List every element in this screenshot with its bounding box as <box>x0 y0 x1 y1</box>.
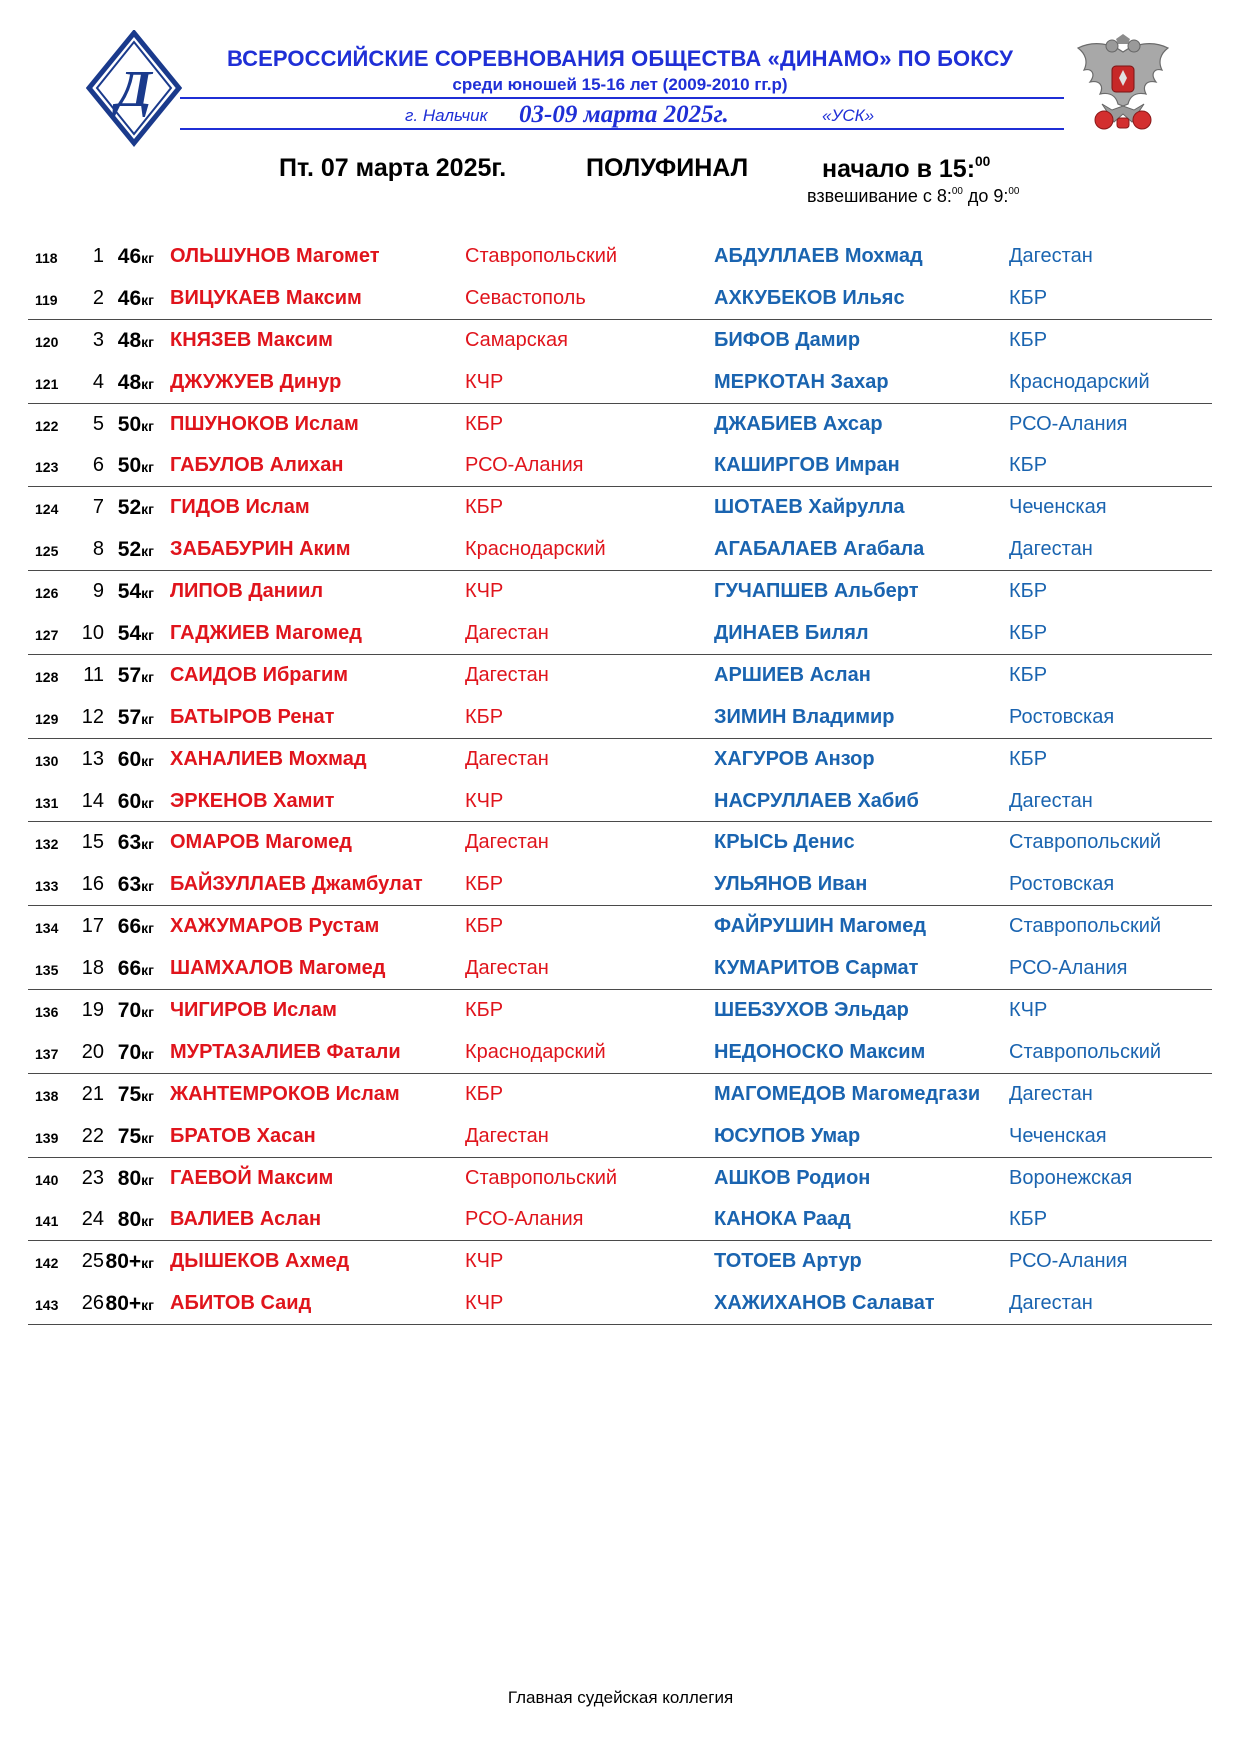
header-divider-lower <box>180 128 1064 130</box>
weight-class: 70кг <box>117 1040 154 1064</box>
pair-number: 13 <box>81 747 104 770</box>
red-corner-region: КЧР <box>465 1250 504 1273</box>
red-corner-name: ВИЦУКАЕВ Максим <box>170 286 362 309</box>
header-divider <box>180 97 1064 99</box>
table-row <box>28 1158 1212 1200</box>
weigh-in-time: взвешивание с 8:$^{00}$ до 9:$^{00}$ <box>807 186 1020 206</box>
session-stage: ПОЛУФИНАЛ <box>586 154 749 182</box>
blue-corner-name: ФАЙРУШИН Магомед <box>714 915 927 938</box>
blue-corner-name: АРШИЕВ Аслан <box>714 663 871 686</box>
red-corner-name: БАТЫРОВ Ренат <box>170 705 335 728</box>
red-corner-region: Краснодарский <box>465 538 606 561</box>
bout-number: 131 <box>35 794 59 811</box>
weight-class: 57кг <box>117 705 154 729</box>
pair-number: 23 <box>81 1166 104 1189</box>
blue-corner-region: Ростовская <box>1009 873 1115 896</box>
bout-number: 119 <box>35 291 58 308</box>
bout-schedule-table <box>28 236 1212 1325</box>
blue-corner-name: ЗИМИН Владимир <box>714 705 895 728</box>
blue-corner-name: НЕДОНОСКО Максим <box>714 1040 926 1063</box>
weight-class: 54кг <box>117 622 154 646</box>
weight-class: 66кг <box>117 957 154 981</box>
red-corner-region: КБР <box>465 915 504 938</box>
table-row <box>28 655 1212 697</box>
bout-number: 130 <box>35 752 59 769</box>
weight-class: 63кг <box>117 873 154 897</box>
table-row <box>28 864 1212 906</box>
blue-corner-region: Дагестан <box>1009 245 1093 267</box>
red-corner-region: Самарская <box>465 328 568 351</box>
blue-corner-region: РСО-Алания <box>1009 412 1128 435</box>
pair-number: 22 <box>81 1124 104 1147</box>
red-corner-region: КБР <box>465 873 504 896</box>
table-row <box>28 362 1212 404</box>
weight-class: 48кг <box>117 370 154 394</box>
bout-number: 136 <box>35 1004 59 1021</box>
red-corner-name: ГАДЖИЕВ Магомед <box>170 622 362 645</box>
event-title: ВСЕРОССИЙСКИЕ СОРЕВНОВАНИЯ ОБЩЕСТВА «ДИНАМО» ПО БОКСУ <box>227 46 1013 71</box>
session-day: Пт. 07 марта 2025г. <box>279 154 507 182</box>
blue-corner-name: АБДУЛЛАЕВ Мохмад <box>714 245 923 267</box>
red-corner-name: ГАЕВОЙ Максим <box>170 1166 334 1189</box>
pair-number: 3 <box>92 328 104 351</box>
blue-corner-name: КРЫСЬ Денис <box>714 831 855 854</box>
red-corner-region: Дагестан <box>465 1124 549 1147</box>
red-corner-name: ГИДОВ Ислам <box>170 496 310 519</box>
pair-number: 15 <box>81 831 104 854</box>
pair-number: 8 <box>92 538 104 561</box>
bout-number: 137 <box>35 1045 59 1062</box>
red-corner-name: ЛИПОВ Даниил <box>170 580 324 603</box>
table-row <box>28 739 1212 781</box>
blue-corner-region: Воронежская <box>1009 1166 1133 1189</box>
blue-corner-region: КЧР <box>1009 999 1048 1022</box>
table-row <box>28 906 1212 948</box>
red-corner-region: КЧР <box>465 370 504 393</box>
red-corner-name: АБИТОВ Саид <box>170 1292 312 1315</box>
red-corner-region: Дагестан <box>465 747 549 770</box>
blue-corner-name: НАСРУЛЛАЕВ Хабиб <box>714 789 919 812</box>
weight-class: 46кг <box>117 286 154 310</box>
blue-corner-name: АХКУБЕКОВ Ильяс <box>714 286 905 309</box>
red-corner-region: КЧР <box>465 580 504 603</box>
red-corner-region: Дагестан <box>465 957 549 980</box>
bout-number: 124 <box>35 501 59 518</box>
session-start-time: начало в 15:$^{00}$ <box>822 154 991 183</box>
weight-class: 75кг <box>117 1082 154 1106</box>
weight-class: 80кг <box>117 1166 154 1190</box>
blue-corner-region: КБР <box>1009 747 1048 770</box>
pair-number: 10 <box>81 622 104 645</box>
red-corner-name: БРАТОВ Хасан <box>170 1124 316 1147</box>
bout-number: 125 <box>35 543 59 560</box>
blue-corner-region: РСО-Алания <box>1009 957 1128 980</box>
red-corner-name: ЖАНТЕМРОКОВ Ислам <box>170 1082 400 1105</box>
blue-corner-region: КБР <box>1009 286 1048 309</box>
red-corner-name: ДЫШЕКОВ Ахмед <box>170 1250 350 1273</box>
red-corner-name: ОМАРОВ Магомед <box>170 831 352 854</box>
pair-number: 20 <box>81 1040 104 1063</box>
weight-class: 75кг <box>117 1124 154 1148</box>
bout-number: 120 <box>35 333 59 350</box>
bout-number: 141 <box>35 1213 59 1230</box>
bout-number: 132 <box>35 836 59 853</box>
red-corner-name: ПШУНОКОВ Ислам <box>170 412 359 435</box>
blue-corner-name: АГАБАЛАЕВ Агабала <box>714 538 925 561</box>
blue-corner-region: КБР <box>1009 622 1048 645</box>
table-row <box>28 1241 1212 1283</box>
pair-number: 7 <box>92 496 104 519</box>
blue-corner-name: ШОТАЕВ Хайрулла <box>714 496 905 519</box>
blue-corner-region: КБР <box>1009 328 1048 351</box>
weight-class: 57кг <box>117 663 154 687</box>
blue-corner-region: Ростовская <box>1009 705 1115 728</box>
red-corner-region: КЧР <box>465 1292 504 1315</box>
blue-corner-region: Краснодарский <box>1009 370 1150 393</box>
blue-corner-region: Чеченская <box>1009 496 1107 519</box>
event-venue: «УСК» <box>822 106 875 125</box>
pair-number: 21 <box>81 1082 104 1105</box>
blue-corner-region: КБР <box>1009 1208 1048 1231</box>
table-row <box>28 320 1212 362</box>
russian-eagle-emblem-icon <box>1072 34 1174 134</box>
pair-number: 25 <box>81 1250 104 1273</box>
blue-corner-region: Ставропольский <box>1009 915 1162 938</box>
red-corner-region: Дагестан <box>465 622 549 645</box>
red-corner-name: БАЙЗУЛЛАЕВ Джамбулат <box>170 873 423 896</box>
red-corner-name: ХАЖУМАРОВ Рустам <box>170 915 380 938</box>
table-row <box>28 404 1212 446</box>
bout-number: 121 <box>35 375 59 392</box>
weight-class: 66кг <box>117 915 154 939</box>
red-corner-region: Краснодарский <box>465 1040 606 1063</box>
red-corner-name: КНЯЗЕВ Максим <box>170 328 333 351</box>
table-row <box>28 990 1212 1032</box>
blue-corner-name: ТОТОЕВ Артур <box>714 1250 862 1273</box>
weight-class: 70кг <box>117 999 154 1023</box>
pair-number: 6 <box>92 454 104 477</box>
pair-number: 26 <box>81 1292 104 1315</box>
pair-number: 1 <box>92 245 104 267</box>
blue-corner-region: Ставропольский <box>1009 831 1162 854</box>
blue-corner-region: Ставропольский <box>1009 1040 1162 1063</box>
pair-number: 11 <box>83 663 104 686</box>
table-row <box>28 948 1212 990</box>
blue-corner-region: Чеченская <box>1009 1124 1107 1147</box>
red-corner-name: ЭРКЕНОВ Хамит <box>170 789 335 812</box>
blue-corner-name: ДЖАБИЕВ Ахсар <box>714 412 883 435</box>
table-row <box>28 781 1212 823</box>
red-corner-region: КБР <box>465 412 504 435</box>
bout-number: 118 <box>35 250 58 266</box>
event-subtitle: среди юношей 15-16 лет (2009-2010 гг.р) <box>452 75 788 94</box>
bout-number: 143 <box>35 1297 59 1314</box>
weight-class: 48кг <box>117 328 154 352</box>
blue-corner-name: ХАГУРОВ Анзор <box>714 747 875 770</box>
red-corner-region: Севастополь <box>465 286 586 309</box>
table-row <box>28 278 1212 320</box>
red-corner-name: ЧИГИРОВ Ислам <box>170 999 337 1022</box>
red-corner-region: КБР <box>465 705 504 728</box>
bout-number: 134 <box>35 920 59 937</box>
weight-class: 80+кг <box>105 1250 154 1274</box>
red-corner-region: Дагестан <box>465 663 549 686</box>
bout-number: 140 <box>35 1171 59 1188</box>
event-dates: 03-09 марта 2025г. <box>519 101 729 128</box>
red-corner-name: ШАМХАЛОВ Магомед <box>170 957 386 980</box>
pair-number: 24 <box>81 1208 104 1231</box>
red-corner-region: КБР <box>465 999 504 1022</box>
blue-corner-name: КАНОКА Раад <box>714 1208 851 1231</box>
red-corner-name: ХАНАЛИЕВ Мохмад <box>170 747 367 770</box>
table-row <box>28 822 1212 864</box>
bout-number: 139 <box>35 1129 59 1146</box>
bout-number: 138 <box>35 1087 59 1104</box>
table-row <box>28 613 1212 655</box>
red-corner-name: ВАЛИЕВ Аслан <box>170 1208 322 1231</box>
red-corner-region: КБР <box>465 1082 504 1105</box>
red-corner-region: Дагестан <box>465 831 549 854</box>
bout-number: 127 <box>35 627 59 644</box>
blue-corner-name: КУМАРИТОВ Сармат <box>714 957 919 980</box>
blue-corner-name: АШКОВ Родион <box>714 1166 871 1189</box>
pair-number: 4 <box>92 370 104 393</box>
red-corner-name: МУРТАЗАЛИЕВ Фатали <box>170 1040 401 1063</box>
blue-corner-region: Дагестан <box>1009 1292 1093 1315</box>
bout-number: 128 <box>35 668 59 685</box>
table-row <box>28 1199 1212 1241</box>
table-row <box>28 697 1212 739</box>
pair-number: 12 <box>81 705 104 728</box>
table-row <box>28 1032 1212 1074</box>
red-corner-name: ГАБУЛОВ Алихан <box>170 454 344 477</box>
event-city: г. Нальчик <box>405 106 488 125</box>
table-row <box>28 236 1212 278</box>
bout-number: 129 <box>35 710 59 727</box>
dynamo-logo-icon <box>86 30 182 150</box>
blue-corner-name: ШЕБЗУХОВ Эльдар <box>714 999 909 1022</box>
blue-corner-region: КБР <box>1009 580 1048 603</box>
table-row <box>28 445 1212 487</box>
table-row <box>28 1074 1212 1116</box>
weight-class: 50кг <box>117 454 154 478</box>
red-corner-region: КЧР <box>465 789 504 812</box>
red-corner-region: Ставропольский <box>465 1166 618 1189</box>
table-row <box>28 529 1212 571</box>
blue-corner-name: МАГОМЕДОВ Магомедгази <box>714 1082 981 1105</box>
bout-number: 123 <box>35 459 59 476</box>
weight-class: 46кг <box>117 245 154 268</box>
footer-signature: Главная судейская коллегия <box>507 1688 734 1707</box>
blue-corner-name: МЕРКОТАН Захар <box>714 370 889 393</box>
weight-class: 80+кг <box>105 1292 154 1316</box>
bout-number: 142 <box>35 1255 59 1272</box>
bout-number: 122 <box>35 417 59 434</box>
blue-corner-region: КБР <box>1009 663 1048 686</box>
svg-text:Д: Д <box>116 61 152 118</box>
red-corner-region: Ставропольский <box>465 245 618 267</box>
weight-class: 60кг <box>117 747 154 771</box>
pair-number: 19 <box>81 999 104 1022</box>
weight-class: 54кг <box>117 580 154 604</box>
blue-corner-name: ЮСУПОВ Умар <box>714 1124 861 1147</box>
pair-number: 2 <box>92 286 104 309</box>
red-corner-region: РСО-Алания <box>465 454 584 477</box>
pair-number: 18 <box>81 957 104 980</box>
weight-class: 63кг <box>117 831 154 855</box>
red-corner-name: ДЖУЖУЕВ Динур <box>170 370 342 393</box>
blue-corner-name: ДИНАЕВ Билял <box>714 622 869 645</box>
red-corner-name: САИДОВ Ибрагим <box>170 663 349 686</box>
pair-number: 17 <box>81 915 104 938</box>
blue-corner-name: КАШИРГОВ Имран <box>714 454 900 477</box>
blue-corner-name: БИФОВ Дамир <box>714 328 861 351</box>
blue-corner-name: УЛЬЯНОВ Иван <box>714 873 868 896</box>
pair-number: 9 <box>92 580 104 603</box>
red-corner-region: РСО-Алания <box>465 1208 584 1231</box>
weight-class: 80кг <box>117 1208 154 1232</box>
table-row <box>28 571 1212 613</box>
weight-class: 60кг <box>117 789 154 813</box>
weight-class: 52кг <box>117 538 154 562</box>
table-row <box>28 487 1212 529</box>
blue-corner-region: РСО-Алания <box>1009 1250 1128 1273</box>
pair-number: 14 <box>81 789 104 812</box>
weight-class: 52кг <box>117 496 154 520</box>
red-corner-name: ОЛЬШУНОВ Магомет <box>170 245 380 267</box>
blue-corner-region: Дагестан <box>1009 538 1093 561</box>
red-corner-name: ЗАБАБУРИН Аким <box>170 538 351 561</box>
blue-corner-region: КБР <box>1009 454 1048 477</box>
blue-corner-name: ХАЖИХАНОВ Салават <box>714 1292 935 1315</box>
blue-corner-region: Дагестан <box>1009 789 1093 812</box>
table-row <box>28 1283 1212 1325</box>
table-row <box>28 1116 1212 1158</box>
pair-number: 16 <box>81 873 104 896</box>
blue-corner-name: ГУЧАПШЕВ Альберт <box>714 580 919 603</box>
bout-number: 133 <box>35 878 59 895</box>
bout-number: 126 <box>35 585 59 602</box>
red-corner-region: КБР <box>465 496 504 519</box>
pair-number: 5 <box>92 412 104 435</box>
weight-class: 50кг <box>117 412 154 436</box>
bout-number: 135 <box>35 962 59 979</box>
blue-corner-region: Дагестан <box>1009 1082 1093 1105</box>
